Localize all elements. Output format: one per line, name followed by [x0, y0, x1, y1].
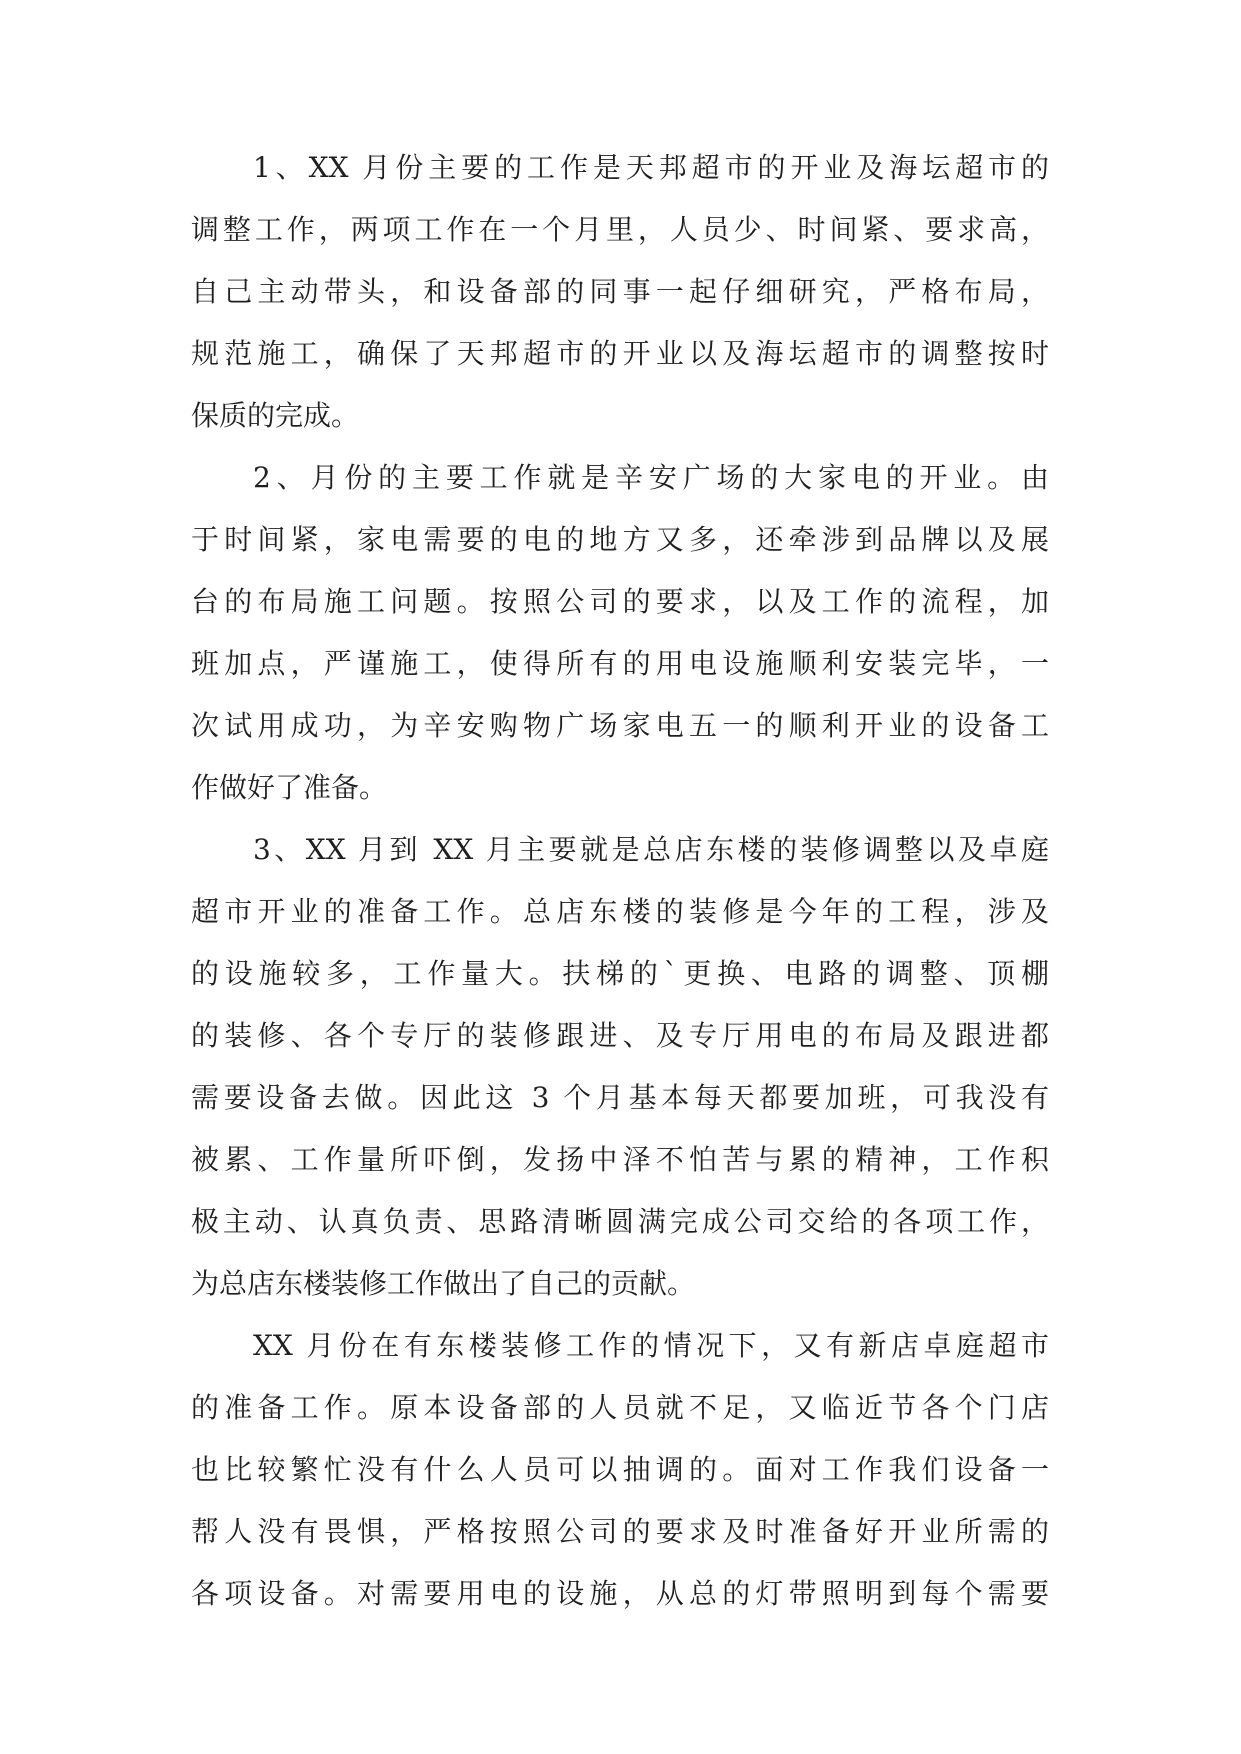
text-line: 台的布局施工问题。按照公司的要求，以及工作的流程，加	[191, 585, 1049, 618]
text-line: 被累、工作量所吓倒，发扬中泽不怕苦与累的精神，工作积	[191, 1143, 1049, 1176]
text-line: 为总店东楼装修工作做出了自己的贡献。	[191, 1267, 696, 1300]
text-line: 次试用成功，为辛安购物广场家电五一的顺利开业的设备工	[191, 709, 1049, 742]
text-line: 自己主动带头，和设备部的同事一起仔细研究，严格布局，	[191, 275, 1049, 308]
text-line: XX 月份在有东楼装修工作的情况下，又有新店卓庭超市	[253, 1329, 1049, 1362]
text-line: 极主动、认真负责、思路清晰圆满完成公司交给的各项工作，	[191, 1205, 1049, 1238]
text-line: 超市开业的准备工作。总店东楼的装修是今年的工程，涉及	[191, 895, 1049, 928]
text-line: 帮人没有畏惧，严格按照公司的要求及时准备好开业所需的	[191, 1515, 1049, 1548]
text-line: 3、XX 月到 XX 月主要就是总店东楼的装修调整以及卓庭	[253, 833, 1049, 866]
text-line: 需要设备去做。因此这 3 个月基本每天都要加班，可我没有	[191, 1081, 1049, 1114]
text-line: 规范施工，确保了天邦超市的开业以及海坛超市的调整按时	[191, 337, 1049, 370]
text-line: 的装修、各个专厅的装修跟进、及专厅用电的布局及跟进都	[191, 1019, 1049, 1052]
text-line: 也比较繁忙没有什么人员可以抽调的。面对工作我们设备一	[191, 1453, 1049, 1486]
text-line: 各项设备。对需要用电的设施，从总的灯带照明到每个需要	[191, 1577, 1049, 1610]
text-line: 于时间紧，家电需要的电的地方又多，还牵涉到品牌以及展	[191, 523, 1049, 556]
text-line: 保质的完成。	[191, 399, 360, 432]
text-line: 调整工作，两项工作在一个月里，人员少、时间紧、要求高，	[191, 213, 1049, 246]
text-line: 班加点，严谨施工，使得所有的用电设施顺利安装完毕，一	[191, 647, 1049, 680]
text-line: 作做好了准备。	[191, 771, 388, 804]
text-line: 2、月份的主要工作就是辛安广场的大家电的开业。由	[253, 461, 1049, 494]
text-line: 的准备工作。原本设备部的人员就不足，又临近节各个门店	[191, 1391, 1049, 1424]
text-line: 1、XX 月份主要的工作是天邦超市的开业及海坛超市的	[253, 151, 1049, 184]
text-line: 的设施较多，工作量大。扶梯的`更换、电路的调整、顶棚	[191, 957, 1049, 990]
